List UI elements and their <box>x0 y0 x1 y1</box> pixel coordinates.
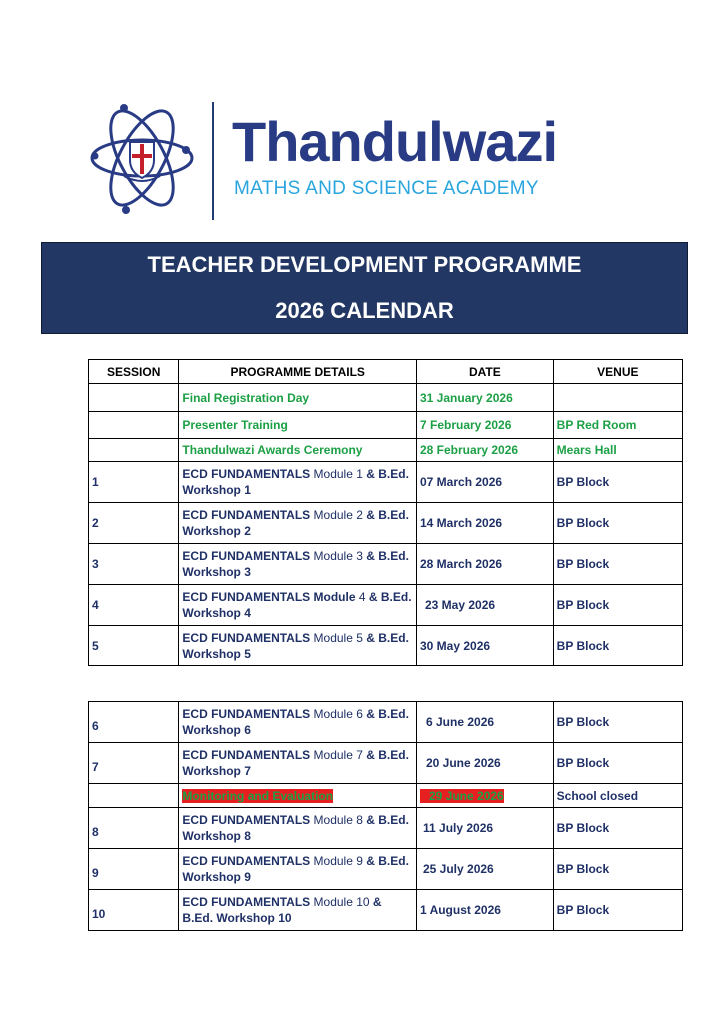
venue-cell: School closed <box>553 784 682 808</box>
details-cell: ECD FUNDAMENTALS Module 10 & B.Ed. Workshop 10 <box>179 890 417 931</box>
session-cell: 1 <box>89 462 179 503</box>
venue-cell: BP Red Room <box>553 412 682 439</box>
venue-cell: BP Block <box>553 743 682 784</box>
table-row <box>89 412 683 439</box>
header-venue: VENUE <box>553 360 682 384</box>
date-cell: 1 August 2026 <box>417 890 554 931</box>
session-cell <box>89 439 179 462</box>
academy-logo <box>88 98 618 223</box>
details-cell: Thandulwazi Awards Ceremony <box>179 439 417 462</box>
table-row <box>89 743 683 784</box>
details-cell: ECD FUNDAMENTALS Module 8 & B.Ed. Workshop 8 <box>179 808 417 849</box>
date-cell: 28 March 2026 <box>417 544 554 585</box>
table-row <box>89 544 683 585</box>
venue-cell <box>553 384 682 412</box>
session-cell: 5 <box>89 626 179 666</box>
session-cell: 2 <box>89 503 179 544</box>
brand-name: Thandulwazi <box>232 110 557 173</box>
session-cell: 3 <box>89 544 179 585</box>
details-cell: ECD FUNDAMENTALS Module 4 & B.Ed. Workshop 4 <box>179 585 417 626</box>
date-cell: 30 May 2026 <box>417 626 554 666</box>
details-cell: ECD FUNDAMENTALS Module 9 & B.Ed. Workshop 9 <box>179 849 417 890</box>
venue-cell: BP Block <box>553 544 682 585</box>
banner-subtitle: 2026 CALENDAR <box>275 298 454 323</box>
monitoring-highlight: Monitoring and Evaluation <box>182 788 334 803</box>
venue-cell: BP Block <box>553 503 682 544</box>
date-cell: 25 July 2026 <box>417 849 554 890</box>
session-cell: 6 <box>89 702 179 743</box>
header-session: SESSION <box>89 360 179 384</box>
session-cell <box>89 784 179 808</box>
date-cell: 28 February 2026 <box>417 439 554 462</box>
details-cell: Final Registration Day <box>179 384 417 412</box>
table-row <box>89 462 683 503</box>
date-cell: 14 March 2026 <box>417 503 554 544</box>
venue-cell: BP Block <box>553 890 682 931</box>
details-cell <box>179 784 417 808</box>
date-cell: 23 May 2026 <box>417 585 554 626</box>
calendar-table-part2 <box>88 701 683 931</box>
venue-cell: BP Block <box>553 462 682 503</box>
venue-cell: BP Block <box>553 808 682 849</box>
atom-crest-icon <box>88 98 196 220</box>
date-cell: 11 July 2026 <box>417 808 554 849</box>
date-cell <box>417 784 554 808</box>
session-cell: 9 <box>89 849 179 890</box>
details-cell: ECD FUNDAMENTALS Module 5 & B.Ed. Workshop 5 <box>179 626 417 666</box>
details-cell: ECD FUNDAMENTALS Module 2 & B.Ed. Workshop 2 <box>179 503 417 544</box>
title-banner <box>41 242 688 334</box>
session-cell: 7 <box>89 743 179 784</box>
logo-divider <box>212 102 214 220</box>
details-cell: ECD FUNDAMENTALS Module 1 & B.Ed. Workshop 1 <box>179 462 417 503</box>
table-row <box>89 890 683 931</box>
table-row <box>89 702 683 743</box>
venue-cell: Mears Hall <box>553 439 682 462</box>
table-header-row <box>89 360 683 384</box>
header-date: DATE <box>417 360 554 384</box>
date-cell: 07 March 2026 <box>417 462 554 503</box>
details-cell: ECD FUNDAMENTALS Module 6 & B.Ed. Workshop 6 <box>179 702 417 743</box>
details-cell: Presenter Training <box>179 412 417 439</box>
session-cell: 4 <box>89 585 179 626</box>
table-row <box>89 585 683 626</box>
table-row <box>89 626 683 666</box>
table-row <box>89 784 683 808</box>
details-cell: ECD FUNDAMENTALS Module 3 & B.Ed. Workshop 3 <box>179 544 417 585</box>
header-programme-details: PROGRAMME DETAILS <box>179 360 417 384</box>
date-cell: 31 January 2026 <box>417 384 554 412</box>
brand-tagline: MATHS AND SCIENCE ACADEMY <box>234 178 539 199</box>
session-cell <box>89 412 179 439</box>
venue-cell: BP Block <box>553 849 682 890</box>
date-cell: 6 June 2026 <box>417 702 554 743</box>
session-cell <box>89 384 179 412</box>
date-highlight: 29 June 2026 <box>420 789 504 803</box>
date-cell: 7 February 2026 <box>417 412 554 439</box>
session-cell: 8 <box>89 808 179 849</box>
table-row <box>89 439 683 462</box>
venue-cell: BP Block <box>553 585 682 626</box>
date-cell: 20 June 2026 <box>417 743 554 784</box>
venue-cell: BP Block <box>553 702 682 743</box>
banner-title: TEACHER DEVELOPMENT PROGRAMME <box>147 252 582 277</box>
table-row <box>89 384 683 412</box>
calendar-table-part1 <box>88 359 683 666</box>
table-row <box>89 503 683 544</box>
details-cell: ECD FUNDAMENTALS Module 7 & B.Ed. Workshop 7 <box>179 743 417 784</box>
session-cell: 10 <box>89 890 179 931</box>
table-row <box>89 808 683 849</box>
table-row <box>89 849 683 890</box>
venue-cell: BP Block <box>553 626 682 666</box>
